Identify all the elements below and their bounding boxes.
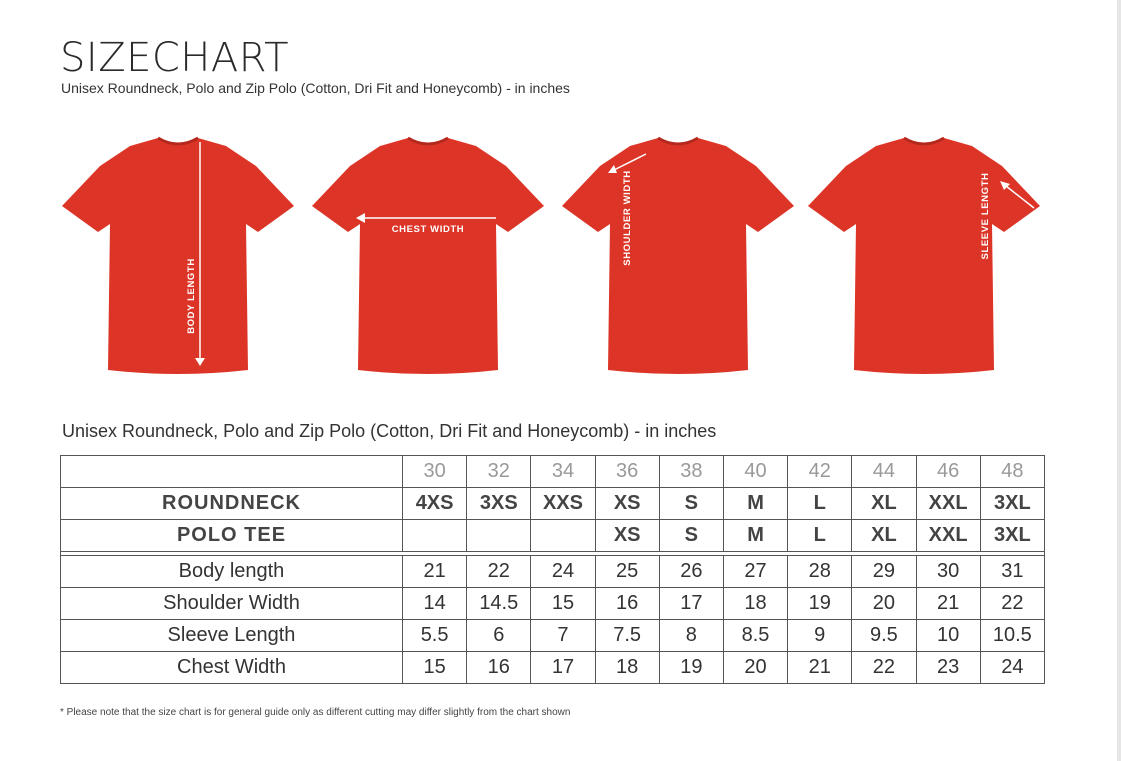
polo-tee-size-cell xyxy=(403,520,467,552)
shoulder-width-cell: 20 xyxy=(852,588,916,620)
size-number-cell: 36 xyxy=(595,456,659,488)
size-number-cell: 34 xyxy=(531,456,595,488)
table-caption: Unisex Roundneck, Polo and Zip Polo (Cotton, Dri Fit and Honeycomb) - in inches xyxy=(62,421,717,441)
size-chart-table xyxy=(60,455,1045,684)
chest-width-cell: 23 xyxy=(916,652,980,684)
chest-width-cell: 16 xyxy=(467,652,531,684)
shoulder-width-cell: 15 xyxy=(531,588,595,620)
page-title: SIZECHART xyxy=(60,35,290,81)
shoulder-width-row xyxy=(61,588,1045,620)
sleeve-length-cell: 6 xyxy=(467,620,531,652)
chest-width-row-label: Chest Width xyxy=(61,652,403,684)
sleeve-length-cell: 10.5 xyxy=(980,620,1044,652)
chest-width-cell: 21 xyxy=(788,652,852,684)
shoulder-width-cell: 14.5 xyxy=(467,588,531,620)
chest-width-cell: 18 xyxy=(595,652,659,684)
sleeve-length-cell: 9 xyxy=(788,620,852,652)
shoulder-width-cell: 18 xyxy=(723,588,787,620)
polo-tee-size-cell: 3XL xyxy=(980,520,1044,552)
roundneck-size-cell: XXL xyxy=(916,488,980,520)
body-length-cell: 30 xyxy=(916,556,980,588)
body-length-label: BODY LENGTH xyxy=(186,258,197,334)
shirt-shape xyxy=(312,138,544,374)
body-length-cell: 26 xyxy=(659,556,723,588)
shirt-shape xyxy=(562,138,794,374)
size-number-cell: 48 xyxy=(980,456,1044,488)
chest-width-cell: 17 xyxy=(531,652,595,684)
sleeve-length-cell: 7 xyxy=(531,620,595,652)
roundneck-size-cell: 3XL xyxy=(980,488,1044,520)
roundneck-size-cell: XXS xyxy=(531,488,595,520)
body-length-cell: 22 xyxy=(467,556,531,588)
shoulder-width-label: SHOULDER WIDTH xyxy=(622,170,633,266)
polo-tee-label: POLO TEE xyxy=(61,520,403,552)
shirt-sleeve-length xyxy=(804,132,1044,382)
chest-width-label: CHEST WIDTH xyxy=(391,224,465,235)
page-edge-divider xyxy=(1117,0,1121,761)
footnote: * Please note that the size chart is for general guide only as different cutting may differ slightly from the chart shown xyxy=(60,707,571,718)
page-subtitle: Unisex Roundneck, Polo and Zip Polo (Cotton, Dri Fit and Honeycomb) - in inches xyxy=(61,80,570,96)
roundneck-size-cell: XS xyxy=(595,488,659,520)
sleeve-length-label: SLEEVE LENGTH xyxy=(980,172,991,260)
size-number-cell: 46 xyxy=(916,456,980,488)
roundneck-size-cell: L xyxy=(788,488,852,520)
roundneck-size-cell: 3XS xyxy=(467,488,531,520)
sleeve-length-row xyxy=(61,620,1045,652)
sleeve-length-cell: 9.5 xyxy=(852,620,916,652)
chest-width-cell: 22 xyxy=(852,652,916,684)
shoulder-width-cell: 22 xyxy=(980,588,1044,620)
polo-tee-row xyxy=(61,520,1045,552)
size-number-cell: 32 xyxy=(467,456,531,488)
shoulder-width-cell: 16 xyxy=(595,588,659,620)
shoulder-width-cell: 14 xyxy=(403,588,467,620)
polo-tee-size-cell xyxy=(467,520,531,552)
shoulder-width-cell: 19 xyxy=(788,588,852,620)
sleeve-length-cell: 7.5 xyxy=(595,620,659,652)
body-length-cell: 31 xyxy=(980,556,1044,588)
roundneck-label: ROUNDNECK xyxy=(61,488,403,520)
shoulder-width-cell: 21 xyxy=(916,588,980,620)
polo-tee-size-cell: S xyxy=(659,520,723,552)
size-number-cell: 40 xyxy=(723,456,787,488)
body-length-cell: 28 xyxy=(788,556,852,588)
body-length-cell: 25 xyxy=(595,556,659,588)
size-number-cell: 38 xyxy=(659,456,723,488)
size-number-cell: 44 xyxy=(852,456,916,488)
chest-width-cell: 15 xyxy=(403,652,467,684)
size-number-cell: 30 xyxy=(403,456,467,488)
roundneck-size-cell: 4XS xyxy=(403,488,467,520)
roundneck-size-cell: M xyxy=(723,488,787,520)
body-length-row-label: Body length xyxy=(61,556,403,588)
sleeve-length-cell: 8.5 xyxy=(723,620,787,652)
shirt-body-length xyxy=(58,132,298,382)
roundneck-row xyxy=(61,488,1045,520)
body-length-cell: 27 xyxy=(723,556,787,588)
sleeve-length-row-label: Sleeve Length xyxy=(61,620,403,652)
roundneck-size-cell: S xyxy=(659,488,723,520)
body-length-row xyxy=(61,556,1045,588)
polo-tee-size-cell: XL xyxy=(852,520,916,552)
shirt-chest-width xyxy=(308,132,548,382)
polo-tee-size-cell xyxy=(531,520,595,552)
polo-tee-size-cell: XXL xyxy=(916,520,980,552)
size-number-row xyxy=(61,456,1045,488)
body-length-cell: 21 xyxy=(403,556,467,588)
shirt-shape xyxy=(62,138,294,374)
sleeve-length-cell: 8 xyxy=(659,620,723,652)
body-length-cell: 24 xyxy=(531,556,595,588)
sleeve-length-cell: 10 xyxy=(916,620,980,652)
shoulder-width-cell: 17 xyxy=(659,588,723,620)
sleeve-length-cell: 5.5 xyxy=(403,620,467,652)
polo-tee-size-cell: XS xyxy=(595,520,659,552)
chest-width-cell: 19 xyxy=(659,652,723,684)
roundneck-size-cell: XL xyxy=(852,488,916,520)
polo-tee-size-cell: L xyxy=(788,520,852,552)
chest-width-row xyxy=(61,652,1045,684)
polo-tee-size-cell: M xyxy=(723,520,787,552)
size-number-cell: 42 xyxy=(788,456,852,488)
size-number-corner xyxy=(61,456,403,488)
chest-width-cell: 20 xyxy=(723,652,787,684)
body-length-cell: 29 xyxy=(852,556,916,588)
shoulder-width-row-label: Shoulder Width xyxy=(61,588,403,620)
shirt-shoulder-width xyxy=(558,132,798,382)
shirt-shape xyxy=(808,138,1040,374)
chest-width-cell: 24 xyxy=(980,652,1044,684)
